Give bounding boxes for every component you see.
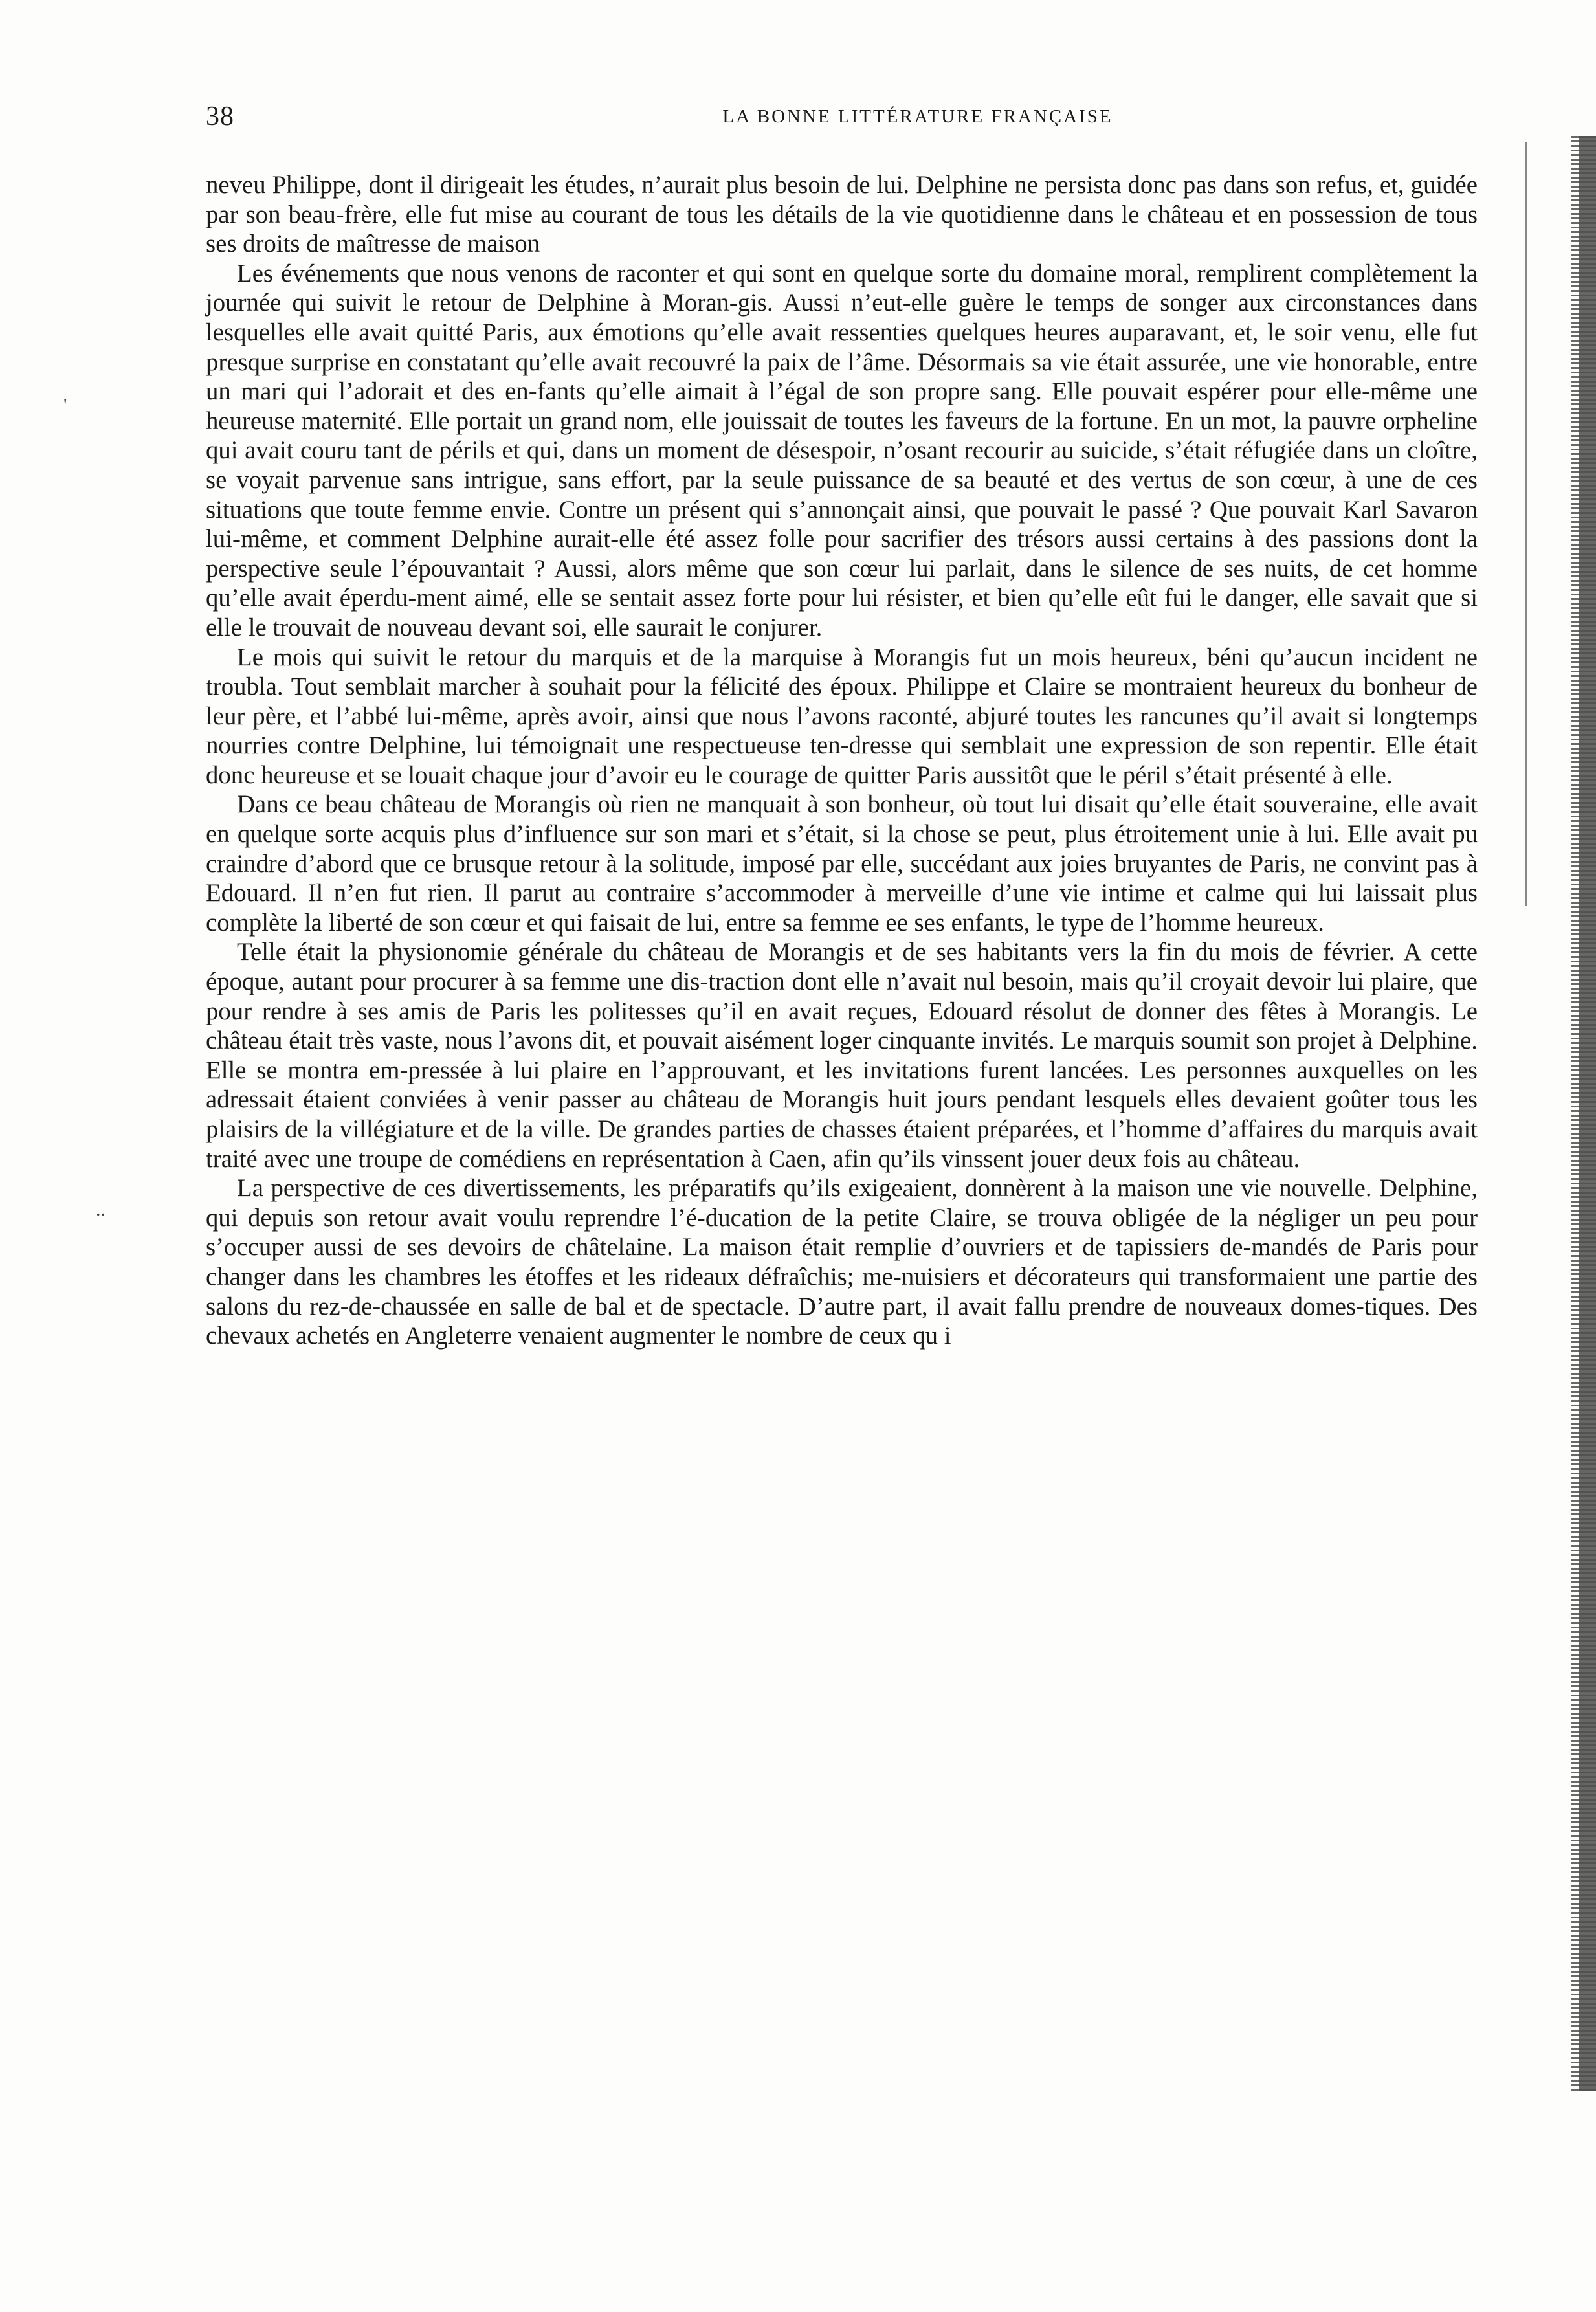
margin-mark: .. xyxy=(96,1199,105,1220)
paragraph: neveu Philippe, dont il dirigeait les études, n’aurait plus besoin de lui. Delphine ne persista donc pas dans son refus, et, guidée par son beau-frère, elle fut mise au courant de tous les détails de la vie quotidienne dans le château et en possession de tous ses droits de maîtresse de maison xyxy=(206,171,1478,258)
paragraph: Telle était la physionomie générale du château de Morangis et de ses habitants vers la fin du mois de février. A cette époque, autant pour procurer à sa femme une dis-traction dont elle n’avait nul besoin, mais qu’il croyait devoir lui plaire, que pour rendre à ses amis de Paris les politesses qu’il en avait reçues, Edouard résolut de donner des fêtes à Morangis. Le château était très vaste, nous l’avons dit, et pouvait aisément loger cinquante invités. Le marquis soumit son projet à Delphine. Elle se montra em-pressée à lui plaire en l’approuvant, et les invitations furent lancées. Les personnes auxquelles on les adressait étaient conviées à venir passer au château de Morangis huit jours pendant lesquels elles devaient goûter tous les plaisirs de la villégiature et de la ville. De grandes parties de chasses étaient préparées, et l’homme d’affaires du marquis avait traité avec une troupe de comédiens en représentation à Caen, afin qu’ils vinssent jouer deux fois au château. xyxy=(206,938,1478,1173)
running-title: LA BONNE LITTÉRATURE FRANÇAISE xyxy=(722,106,1113,127)
margin-mark: ' xyxy=(63,395,67,416)
paragraph: La perspective de ces divertissements, les préparatifs qu’ils exigeaient, donnèrent à la maison une vie nouvelle. Delphine, qui depuis son retour avait voulu reprendre l’é-ducation de la petite Claire, se trouva obligée de la négliger un peu pour s’occuper aussi de ses devoirs de châtelaine. La maison était remplie d’ouvriers et de tapissiers de-mandés de Paris pour changer dans les chambres les étoffes et les rideaux défraîchis; me-nuisiers et décorateurs qui transformaient une partie des salons du rez-de-chaussée en salle de bal et de spectacle. D’autre part, il avait fallu prendre de nouveaux domes-tiques. Des chevaux achetés en Angleterre venaient augmenter le nombre de ceux qu i xyxy=(206,1174,1478,1350)
page-number: 38 xyxy=(206,102,234,131)
body-text xyxy=(206,170,1478,1351)
scan-edge-shadow xyxy=(1571,136,1596,2091)
page-header xyxy=(206,97,1478,136)
binding-edge-line xyxy=(1525,142,1527,906)
paragraph: Le mois qui suivit le retour du marquis et de la marquise à Morangis fut un mois heureux, béni qu’aucun incident ne troubla. Tout semblait marcher à souhait pour la félicité des époux. Philippe et Claire se montraient heureux du bonheur de leur père, et l’abbé lui-même, après avoir, ainsi que nous l’avons raconté, abjuré toutes les rancunes qu’il avait si longtemps nourries contre Delphine, lui témoignait une respectueuse ten-dresse qui semblait une expression de son repentir. Elle était donc heureuse et se louait chaque jour d’avoir eu le courage de quitter Paris aussitôt que le péril s’était présenté à elle. xyxy=(206,643,1478,789)
paragraph: Les événements que nous venons de raconter et qui sont en quelque sorte du domaine moral, remplirent complètement la journée qui suivit le retour de Delphine à Moran-gis. Aussi n’eut-elle guère le temps de songer aux circonstances dans lesquelles elle avait quitté Paris, aux émotions qu’elle avait ressenties quelques heures auparavant, et, le soir venu, elle fut presque surprise en constatant qu’elle avait recouvré la paix de l’âme. Désormais sa vie était assurée, une vie honorable, entre un mari qui l’adorait et des en-fants qu’elle aimait à l’égal de son propre sang. Elle pouvait espérer pour elle-même une heureuse maternité. Elle portait un grand nom, elle jouissait de toutes les faveurs de la fortune. En un mot, la pauvre orpheline qui avait couru tant de périls et qui, dans un moment de désespoir, n’osant recourir au suicide, s’était réfugiée dans un cloître, se voyait parvenue sans intrigue, sans effort, par la seule puissance de sa beauté et des vertus de son cœur, à une de ces situations que toute femme envie. Contre un présent qui s’annonçait ainsi, que pouvait le passé ? Que pouvait Karl Savaron lui-même, et comment Delphine aurait-elle été assez folle pour sacrifier des trésors aussi certains à des passions dont la perspective seule l’épouvantait ? Aussi, alors même que son cœur lui parlait, dans le silence de ses nuits, de cet homme qu’elle avait éperdu-ment aimé, elle se sentait assez forte pour lui résister, et bien qu’elle eût fui le danger, elle savait que si elle le trouvait de nouveau devant soi, elle saurait le conjurer. xyxy=(206,259,1478,641)
paragraph: Dans ce beau château de Morangis où rien ne manquait à son bonheur, où tout lui disait qu’elle était souveraine, elle avait en quelque sorte acquis plus d’influence sur son mari et s’était, si la chose se peut, plus étroitement unie à lui. Elle avait pu craindre d’abord que ce brusque retour à la solitude, imposé par elle, succédant aux joies bruyantes de Paris, ne convint pas à Edouard. Il n’en fut rien. Il parut au contraire s’accommoder à merveille d’une vie intime et calme qui lui laissait plus complète la liberté de son cœur et qui faisait de lui, entre sa femme ee ses enfants, le type de l’homme heureux. xyxy=(206,790,1478,937)
